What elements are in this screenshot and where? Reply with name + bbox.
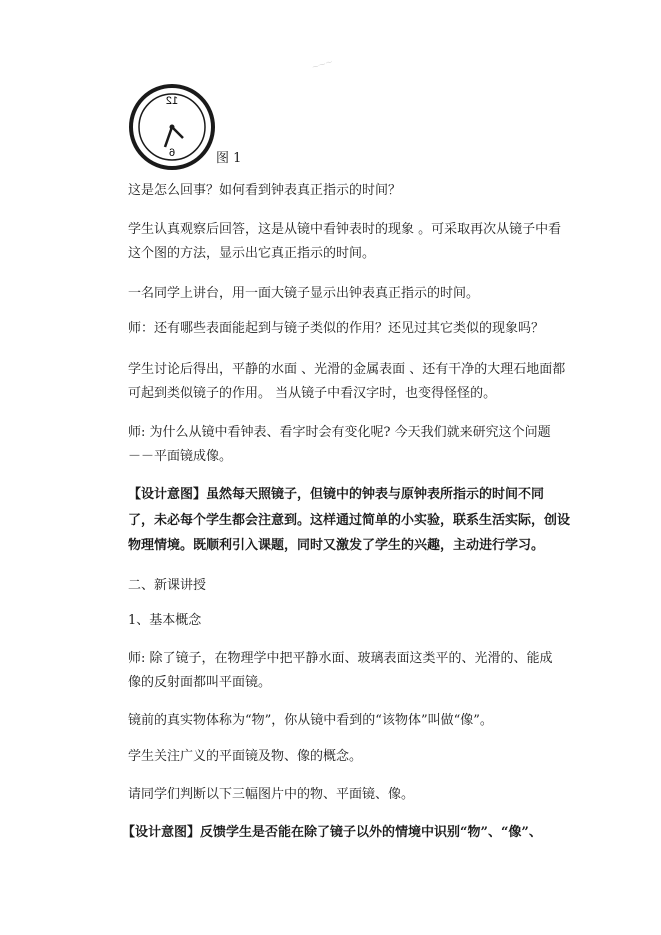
paragraph-9: 学生关注广义的平面镜及物、像的概念。 <box>128 749 363 764</box>
paragraph-2-line-1: 学生认真观察后回答，这是从镜中看钟表时的现象 。可采取再次从镜子中看 <box>128 222 562 237</box>
section-heading: 二、新课讲授 <box>128 578 207 593</box>
paragraph-6-line-2: －－平面镜成像。 <box>128 449 233 464</box>
paragraph-6-line-1: 师: 为什么从镜中看钟表、看字时会有变化呢? 今天我们就来研究这个问题 <box>128 425 551 440</box>
clock-number-bottom: 6 <box>168 147 176 159</box>
paragraph-5-line-2: 可起到类似镜子的作用。 当从镜子中看汉字时，也变得怪怪的。 <box>128 386 497 401</box>
figure-label: 图 1 <box>216 151 242 166</box>
paragraph-10: 请同学们判断以下三幅图片中的物、平面镜、像。 <box>128 787 415 802</box>
design-intent-2-line-1: 【设计意图】反馈学生是否能在除了镜子以外的情境中识别“物”、“像”、 <box>122 825 542 840</box>
paragraph-7-line-1: 师: 除了镜子，在物理学中把平静水面、玻璃表面这类平的、光滑的、能成 <box>128 651 553 666</box>
paragraph-5-line-1: 学生讨论后得出，平静的水面 、光滑的金属表面 、还有干净的大理石地面都 <box>128 362 566 377</box>
watermark-mark: 〜〜〜 <box>311 57 334 73</box>
design-intent-1-line-3: 物理情境。既顺利引入课题，同时又激发了学生的兴趣，主动进行学习。 <box>128 538 545 553</box>
paragraph-4: 师：还有哪些表面能起到与镜子类似的作用？还见过其它类似的现象吗？ <box>128 321 545 336</box>
clock-number-top: 12 <box>165 95 179 107</box>
paragraph-8: 镜前的真实物体称为“物”，你从镜中看到的“该物体”叫做“像”。 <box>128 713 493 728</box>
clock-icon <box>129 84 215 170</box>
paragraph-7-line-2: 像的反射面都叫平面镜。 <box>128 675 272 690</box>
paragraph-1: 这是怎么回事？如何看到钟表真正指示的时间？ <box>128 183 402 198</box>
mirrored-clock-figure <box>129 84 215 170</box>
design-intent-1-line-2: 了，未必每个学生都会注意到。这样通过简单的小实验，联系生活实际，创设 <box>128 513 571 528</box>
paragraph-3: 一名同学上讲台，用一面大镜子显示出钟表真正指示的时间。 <box>128 286 480 301</box>
paragraph-2-line-2: 这个图的方法，显示出它真正指示的时间。 <box>128 246 376 261</box>
design-intent-1-line-1: 【设计意图】虽然每天照镜子，但镜中的钟表与原钟表所指示的时间不同 <box>128 487 545 502</box>
subsection-heading: 1、基本概念 <box>128 613 202 628</box>
